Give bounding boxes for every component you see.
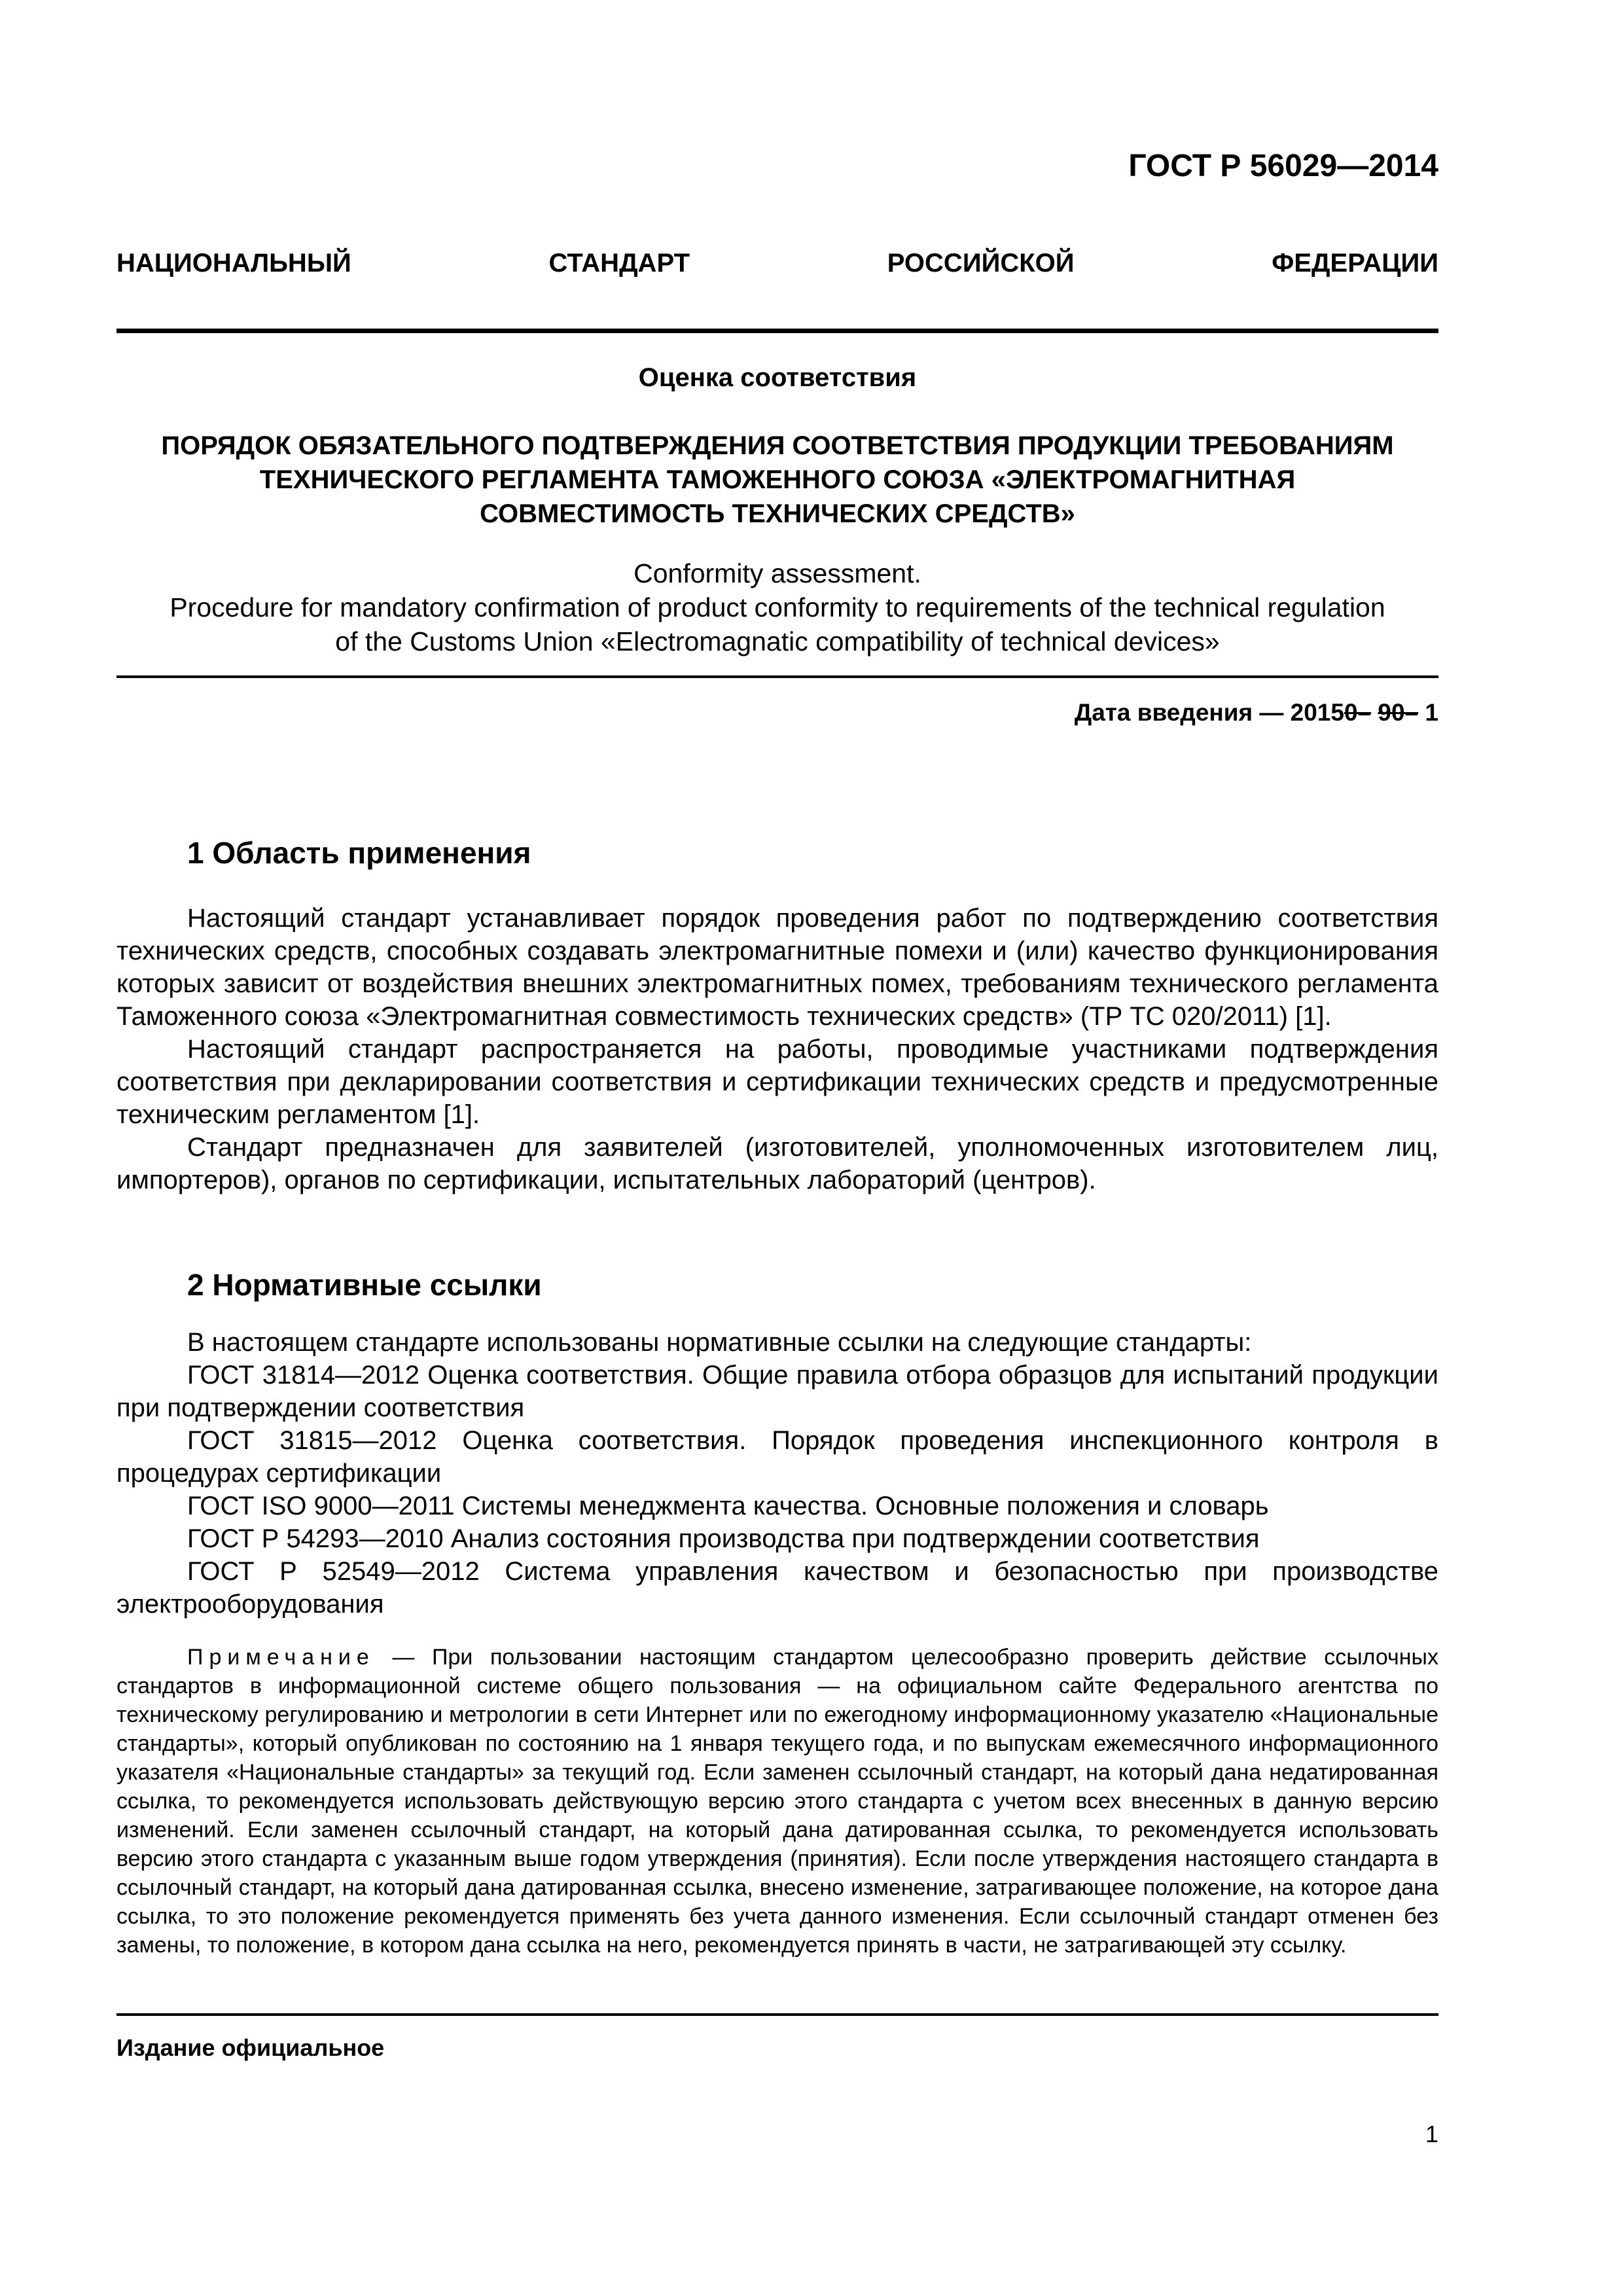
note-block — [116, 1643, 1438, 1960]
date-struck-part: 0– — [1344, 699, 1372, 726]
banner-word: ФЕДЕРАЦИИ — [1272, 249, 1438, 278]
title-ru-line: ПОРЯДОК ОБЯЗАТЕЛЬНОГО ПОДТВЕРЖДЕНИЯ СООТВЕТСТВИЯ ПРОДУКЦИИ ТРЕБОВАНИЯМ — [161, 431, 1394, 460]
date-label: Дата введения — — [1074, 699, 1291, 726]
title-ru-line: СОВМЕСТИМОСТЬ ТЕХНИЧЕСКИХ СРЕДСТВ» — [480, 499, 1075, 528]
document-page — [116, 0, 1438, 2296]
paragraph: Настоящий стандарт распространяется на работы, проводимые участниками подтверждения соответствия при декларировании соответствия и сертификации технических средств и предусмотренные техническим регламентом [1]. — [116, 1035, 1438, 1129]
national-standard-banner — [116, 249, 1438, 278]
section-heading-scope: 1 Область применения — [187, 836, 531, 870]
date-day: 1 — [1418, 699, 1438, 726]
reference-item: ГОСТ 31814—2012 Оценка соответствия. Общие правила отбора образцов для испытаний продукции при подтверждении соответствия — [116, 1361, 1438, 1422]
reference-item: ГОСТ 31815—2012 Оценка соответствия. Порядок проведения инспекционного контроля в процедурах сертификации — [116, 1426, 1438, 1488]
paragraph: Стандарт предназначен для заявителей (изготовителей, уполномоченных изготовителем лиц, импортеров), органов по сертификации, испытательных лабораторий (центров). — [116, 1133, 1438, 1194]
note-text: — При пользовании настоящим стандартом целесообразно проверить действие ссылочных стандартов в информационной системе общего пользования — на официальном сайте Федерального агентства по техническому регулированию и метрологии в сети Интернет или по ежегодному информационному указателю «Национальные стандарты», который опубликован по состоянию на 1 января текущего года, и по выпускам ежемесячного информационного указателя «Национальные стандарты» за текущий год. Если заменен ссылочный стандарт, на который дана недатированная ссылка, то рекомендуется использовать действующую версию этого стандарта с учетом всех внесенных в данную версию изменений. Если заменен ссылочный стандарт, на который дана датированная ссылка, то рекомендуется использовать версию этого стандарта с указанным выше годом утверждения (принятия). Если после утверждения настоящего стандарта в ссылочный стандарт, на который дана датированная ссылка, внесено изменение, затрагивающее положение, на которое дана ссылка, то это положение рекомендуется применять без учета данного изменения. Если ссылочный стандарт отменен без замены, то положение, в котором дана ссылка на него, рекомендуется принять в части, не затрагивающей эту ссылку. — [116, 1645, 1438, 1958]
document-title-en — [116, 556, 1438, 658]
title-divider — [116, 675, 1438, 678]
date-space — [1371, 699, 1378, 726]
normative-section-body — [116, 1326, 1438, 1621]
reference-item: ГОСТ Р 54293—2010 Анализ состояния производства при подтверждении соответствия — [187, 1524, 1260, 1553]
reference-item: ГОСТ ISO 9000—2011 Системы менеджмента качества. Основные положения и словарь — [187, 1492, 1269, 1520]
note-label: Примечание — [187, 1645, 375, 1670]
section-heading-normative-references: 2 Нормативные ссылки — [187, 1268, 542, 1302]
official-edition-label: Издание официальное — [116, 2034, 385, 2061]
page-number: 1 — [1425, 2121, 1438, 2147]
title-en-line: Conformity assessment. — [633, 558, 921, 588]
document-number: ГОСТ Р 56029—2014 — [1128, 149, 1438, 183]
banner-word: СТАНДАРТ — [548, 249, 690, 278]
introduction-date — [1075, 699, 1438, 726]
title-en-line: of the Customs Union «Electromagnatic compatibility of technical devices» — [335, 626, 1220, 656]
banner-word: РОССИЙСКОЙ — [887, 249, 1075, 278]
header-divider — [116, 329, 1438, 333]
title-ru-line: ТЕХНИЧЕСКОГО РЕГЛАМЕНТА ТАМОЖЕННОГО СОЮЗА «ЭЛЕКТРОМАГНИТНАЯ — [259, 465, 1296, 494]
footer-divider — [116, 2013, 1438, 2016]
document-title-ru — [116, 429, 1438, 531]
document-subject: Оценка соответствия — [638, 363, 917, 392]
reference-item: ГОСТ Р 52549—2012 Система управления качеством и безопасностью при производстве электрооборудования — [116, 1557, 1438, 1619]
banner-word: НАЦИОНАЛЬНЫЙ — [116, 249, 351, 278]
paragraph: Настоящий стандарт устанавливает порядок проведения работ по подтверждению соответствия технических средств, способных создавать электромагнитные помехи и (или) качество функционирования которых зависит от воздействия внешних электромагнитных помех, требованиям технического регламента Таможенного союза «Электромагнитная совместимость технических средств» (ТР ТС 020/2011) [1]. — [116, 904, 1438, 1031]
scope-section-body — [116, 902, 1438, 1196]
date-struck-part: 90– — [1378, 699, 1419, 726]
title-en-line: Procedure for mandatory confirmation of product conformity to requirements of the technical regulation — [169, 592, 1385, 622]
paragraph: В настоящем стандарте использованы нормативные ссылки на следующие стандарты: — [187, 1328, 1252, 1357]
date-year: 2015 — [1290, 699, 1344, 726]
